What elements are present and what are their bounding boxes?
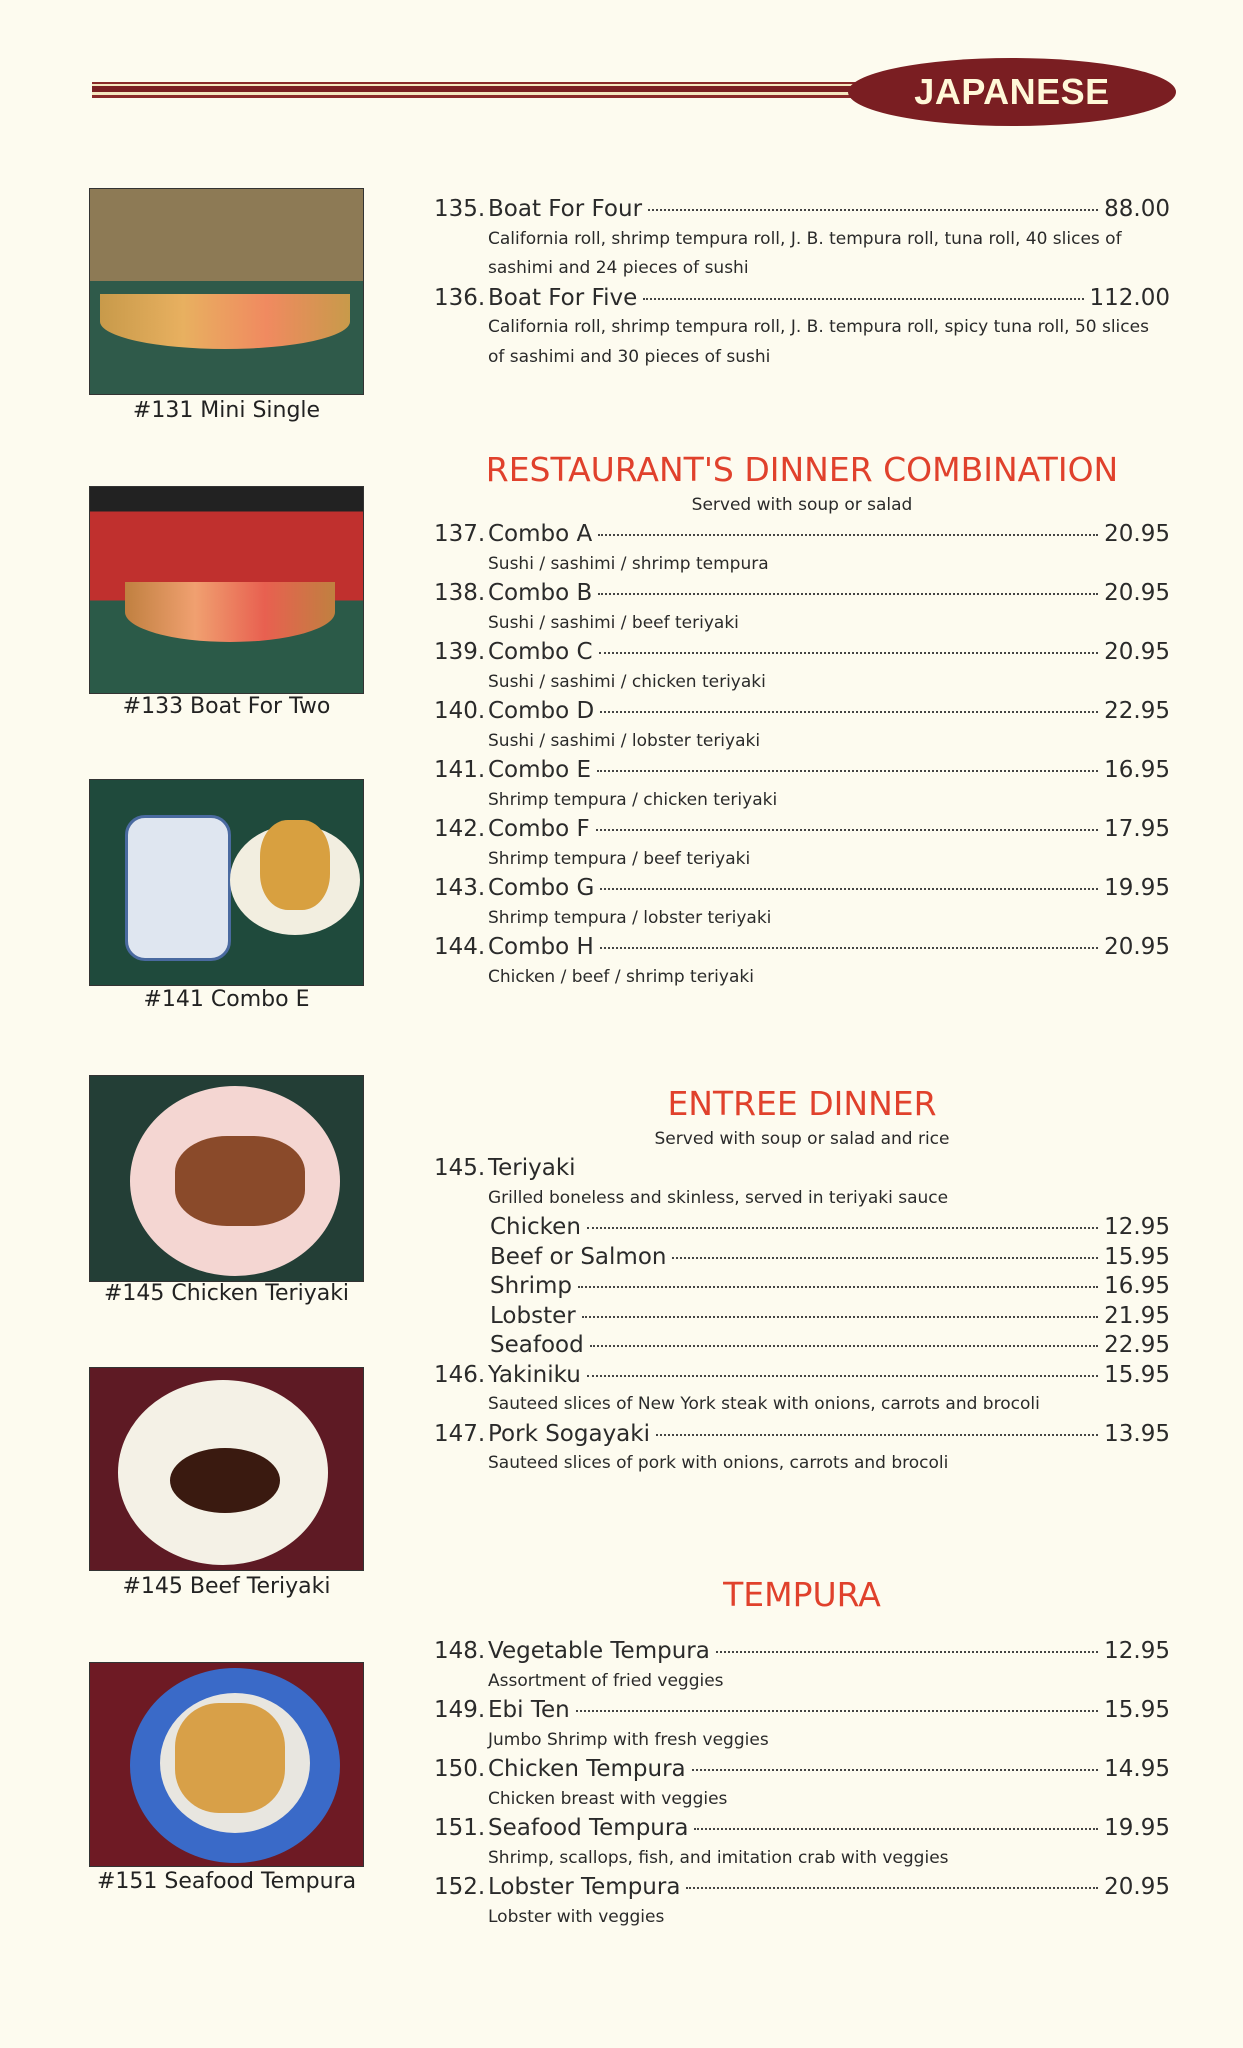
item-name: Lobster xyxy=(490,1302,576,1329)
item-description: Sushi / sashimi / chicken teriyaki xyxy=(488,671,766,692)
menu-item xyxy=(434,1420,1170,1450)
item-price: 13.95 xyxy=(1104,1420,1170,1447)
section-heading: ENTREE DINNER xyxy=(667,1084,937,1123)
item-description: California roll, shrimp tempura roll, J. B. tempura roll, tuna roll, 40 slices of xyxy=(488,228,1122,249)
photo-caption: #151 Seafood Tempura xyxy=(96,1869,357,1894)
menu-item xyxy=(434,815,1170,845)
menu-item xyxy=(434,874,1170,904)
item-description: sashimi and 24 pieces of sushi xyxy=(488,258,749,278)
dot-leader xyxy=(598,593,1098,595)
photo-beef-teriyaki xyxy=(89,1367,364,1571)
dot-leader xyxy=(587,1375,1098,1377)
photo-caption: #131 Mini Single xyxy=(132,398,321,423)
item-number: 135. xyxy=(434,196,486,222)
menu-item xyxy=(434,933,1170,963)
dot-leader xyxy=(599,652,1099,654)
item-description: Assortment of fried veggies xyxy=(488,1670,724,1691)
menu-item xyxy=(434,579,1170,609)
section-subtitle: Served with soup or salad xyxy=(691,495,913,515)
item-number: 152. xyxy=(434,1874,486,1900)
item-price: 16.95 xyxy=(1104,1273,1170,1299)
item-name: Combo G xyxy=(488,875,595,901)
item-price: 19.95 xyxy=(1104,875,1170,901)
photo-boat-for-two xyxy=(89,486,364,694)
item-number: 138. xyxy=(434,580,486,606)
item-description: Sauteed slices of pork with onions, carrots and brocoli xyxy=(488,1453,949,1473)
item-description: California roll, shrimp tempura roll, J. B. tempura roll, spicy tuna roll, 50 slices xyxy=(488,317,1149,337)
item-name: Combo A xyxy=(488,521,593,547)
item-price: 22.95 xyxy=(1104,698,1170,724)
dot-leader xyxy=(672,1257,1098,1259)
menu-item xyxy=(434,1302,1170,1332)
section-tempura xyxy=(434,1575,1170,1932)
item-number: 146. xyxy=(434,1361,486,1388)
menu-item xyxy=(434,1755,1170,1785)
item-price: 20.95 xyxy=(1104,580,1170,606)
dot-leader xyxy=(582,1316,1098,1318)
dot-leader xyxy=(578,1286,1098,1288)
dot-leader xyxy=(587,1227,1098,1229)
menu-item xyxy=(434,756,1170,786)
item-price: 14.95 xyxy=(1104,1756,1170,1782)
photo-mini-single xyxy=(89,188,364,395)
item-name: Seafood xyxy=(490,1332,584,1358)
item-name: Chicken Tempura xyxy=(488,1756,686,1782)
item-name: Chicken xyxy=(490,1214,581,1240)
item-description: Sushi / sashimi / lobster teriyaki xyxy=(488,730,761,751)
item-description: Sushi / sashimi / shrimp tempura xyxy=(488,553,769,574)
menu-item xyxy=(434,1272,1170,1302)
item-price: 17.95 xyxy=(1104,816,1170,842)
item-name: Boat For Four xyxy=(488,196,643,222)
photo-caption: #145 Beef Teriyaki xyxy=(122,1574,331,1599)
item-name: Vegetable Tempura xyxy=(488,1638,710,1664)
item-description: Lobster with veggies xyxy=(488,1906,665,1927)
item-number: 141. xyxy=(434,757,486,783)
item-price: 15.95 xyxy=(1104,1697,1170,1723)
item-price: 21.95 xyxy=(1104,1302,1170,1329)
section-subtitle: Served with soup or salad and rice xyxy=(654,1129,950,1149)
item-price: 16.95 xyxy=(1104,757,1170,783)
item-number: 145. xyxy=(434,1155,486,1181)
item-price: 112.00 xyxy=(1089,284,1170,311)
photo-caption: #133 Boat For Two xyxy=(122,694,331,719)
category-title: JAPANESE xyxy=(914,71,1110,112)
item-name: Seafood Tempura xyxy=(488,1815,689,1841)
dot-leader xyxy=(596,829,1098,831)
dot-leader xyxy=(643,298,1083,300)
menu-item xyxy=(434,1637,1170,1667)
item-number: 148. xyxy=(434,1638,486,1664)
item-name: Pork Sogayaki xyxy=(488,1420,650,1447)
item-price: 19.95 xyxy=(1104,1815,1170,1841)
item-price: 88.00 xyxy=(1104,196,1170,222)
dot-leader xyxy=(600,947,1098,949)
item-number: 137. xyxy=(434,521,486,547)
item-number: 147. xyxy=(434,1420,486,1447)
photo-seafood-tempura xyxy=(89,1662,364,1867)
section-entree-dinner xyxy=(434,1084,1170,1479)
item-name: Combo B xyxy=(488,580,593,606)
dot-leader xyxy=(600,711,1098,713)
item-description: Sauteed slices of New York steak with onions, carrots and brocoli xyxy=(488,1394,1040,1414)
item-description: Jumbo Shrimp with fresh veggies xyxy=(488,1729,769,1750)
menu-item xyxy=(434,1213,1170,1243)
section-boats xyxy=(434,195,1170,372)
photo-caption: #141 Combo E xyxy=(143,987,310,1012)
item-name: Combo F xyxy=(488,816,590,842)
item-price: 20.95 xyxy=(1104,639,1170,665)
menu-item xyxy=(434,1243,1170,1273)
item-name: Beef or Salmon xyxy=(490,1243,667,1270)
dot-leader xyxy=(600,888,1098,890)
item-name: Combo H xyxy=(488,934,594,960)
menu-item xyxy=(434,1154,1170,1184)
dot-leader xyxy=(686,1887,1098,1889)
menu-item xyxy=(434,638,1170,668)
item-number: 139. xyxy=(434,639,486,665)
item-description: of sashimi and 30 pieces of sushi xyxy=(488,346,771,367)
item-price: 12.95 xyxy=(1104,1638,1170,1664)
menu-item xyxy=(434,284,1170,314)
item-price: 20.95 xyxy=(1104,1874,1170,1900)
photo-chicken-teriyaki xyxy=(89,1075,364,1282)
menu-item xyxy=(434,1361,1170,1391)
item-description: Shrimp tempura / beef teriyaki xyxy=(488,848,751,869)
dot-leader xyxy=(648,209,1098,211)
item-name: Teriyaki xyxy=(488,1155,576,1181)
item-number: 142. xyxy=(434,816,486,842)
item-price: 15.95 xyxy=(1104,1243,1170,1270)
menu-item xyxy=(434,520,1170,550)
item-description: Shrimp tempura / lobster teriyaki xyxy=(488,907,772,928)
banner-rule xyxy=(92,82,862,98)
item-price: 12.95 xyxy=(1104,1214,1170,1240)
photo-caption: #145 Chicken Teriyaki xyxy=(103,1281,350,1306)
item-name: Shrimp xyxy=(490,1273,573,1299)
item-price: 20.95 xyxy=(1104,521,1170,547)
item-name: Combo C xyxy=(488,639,593,665)
item-name: Lobster Tempura xyxy=(488,1874,681,1900)
item-name: Ebi Ten xyxy=(488,1697,570,1723)
menu-item xyxy=(434,1814,1170,1844)
dot-leader xyxy=(716,1651,1098,1653)
dot-leader xyxy=(692,1769,1099,1771)
section-heading: TEMPURA xyxy=(723,1575,881,1614)
item-name: Boat For Five xyxy=(488,284,638,311)
menu-item xyxy=(434,195,1170,225)
menu-item xyxy=(434,1873,1170,1903)
item-number: 144. xyxy=(434,934,486,960)
item-name: Combo D xyxy=(488,698,595,724)
item-number: 143. xyxy=(434,875,486,901)
section-heading: RESTAURANT'S DINNER COMBINATION xyxy=(485,450,1119,489)
dot-leader xyxy=(598,534,1098,536)
menu-item xyxy=(434,1331,1170,1361)
item-description: Shrimp tempura / chicken teriyaki xyxy=(488,789,778,810)
dot-leader xyxy=(694,1828,1098,1830)
photo-combo-e xyxy=(89,779,364,986)
item-price: 22.95 xyxy=(1104,1332,1170,1358)
dot-leader xyxy=(656,1434,1098,1436)
item-name: Combo E xyxy=(488,757,592,783)
item-number: 140. xyxy=(434,698,486,724)
item-description: Shrimp, scallops, fish, and imitation crab with veggies xyxy=(488,1847,949,1868)
dot-leader xyxy=(597,770,1098,772)
dot-leader xyxy=(590,1345,1098,1347)
item-name: Yakiniku xyxy=(488,1361,581,1388)
menu-item xyxy=(434,1696,1170,1726)
menu-item xyxy=(434,697,1170,727)
item-price: 20.95 xyxy=(1104,934,1170,960)
item-description: Chicken breast with veggies xyxy=(488,1788,728,1809)
dot-leader xyxy=(576,1710,1098,1712)
item-price: 15.95 xyxy=(1104,1361,1170,1388)
category-badge xyxy=(848,58,1176,126)
item-description: Grilled boneless and skinless, served in teriyaki sauce xyxy=(488,1187,949,1208)
item-number: 150. xyxy=(434,1756,486,1782)
item-description: Chicken / beef / shrimp teriyaki xyxy=(488,966,754,987)
section-dinner-combination xyxy=(434,450,1170,992)
item-number: 136. xyxy=(434,284,486,311)
item-number: 149. xyxy=(434,1697,486,1723)
item-number: 151. xyxy=(434,1815,486,1841)
item-description: Sushi / sashimi / beef teriyaki xyxy=(488,612,739,633)
